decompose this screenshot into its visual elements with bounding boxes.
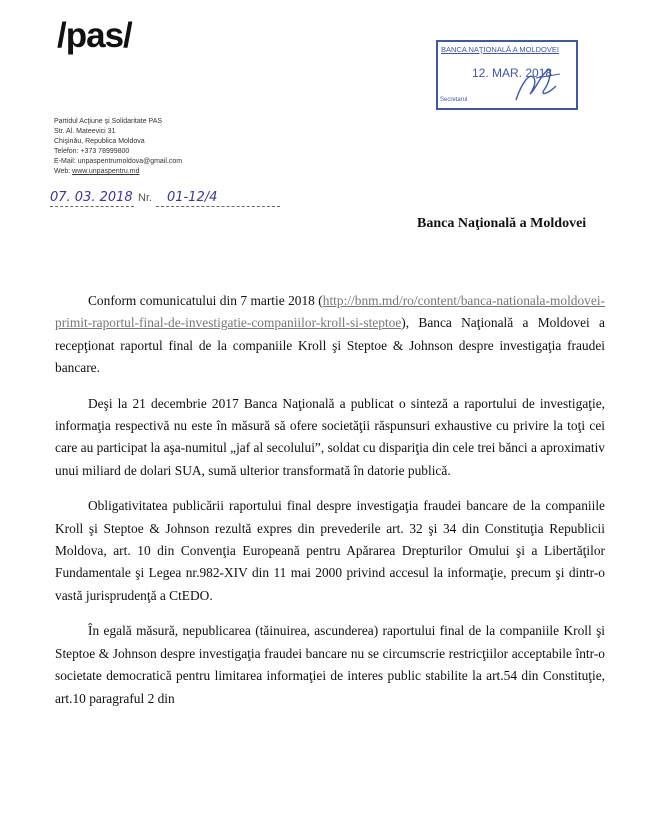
sender-street: Str. Al. Mateevici 31 — [54, 128, 116, 135]
recipient-heading: Banca Naţională a Moldovei — [417, 216, 587, 231]
date-underline — [50, 206, 134, 207]
sender-web-label: Web: — [54, 168, 71, 175]
sender-city: Chişinău, Republica Moldova — [54, 138, 145, 145]
stamp-bank-name: BANCA NAŢIONALĂ A MOLDOVEI — [441, 45, 559, 54]
sender-address-block — [54, 117, 182, 177]
sender-web-link[interactable]: www.unpaspentru.md — [72, 168, 140, 175]
bnm-link[interactable]: http://bnm.md/ro/content/banca-nationala-moldovei-primit-raportul-final-de-investigatie-companiilor-kroll-si-steptoe — [55, 293, 605, 331]
paragraph-1-rest: ), Banca Naţională a Moldovei a recepţionat raportul final de la companiile Kroll şi Steptoe & Johnson despre investigaţia fraudei bancare. — [55, 315, 605, 376]
stamp-secretary-label: Secretarul — [440, 97, 468, 103]
paragraph-4: În egală măsură, nepublicarea (tăinuirea, ascunderea) raportului final de la companiile Kroll şi Steptoe & Johnson despre investigaţia fraudei bancare nu se circumscrie restricţiilor acceptabile într-o societate democratică pentru limitarea informaţiei de interes public stabilite la art.54 din Constituţie, art.10 paragraful 2 din — [55, 623, 605, 706]
sender-web — [54, 167, 182, 177]
paragraph-1-text: Conform comunicatului din 7 martie 2018 ( — [88, 293, 323, 308]
number-underline — [156, 206, 280, 207]
registration-number: 01-12/4 — [167, 190, 218, 205]
stamp-date: 12. MAR. 2018 — [472, 66, 553, 80]
pas-logo: /pas/ — [57, 16, 132, 55]
paragraph-2: Deşi la 21 decembrie 2017 Banca Naţională a publicat o sinteză a raportului de investigaţie, informaţia respectivă nu este în măsură să ofere societăţii răspunsuri exhaustive cu privire la toţi cei care au participat la aşa-numitul „jaf al secolului”, soldat cu dispariţia din cele trei bănci a aproximativ unui miliard de dolari SUA, sumă ulterior transformată în datorie publică. — [55, 395, 605, 478]
paragraph-3: Obligativitatea publicării raportului final despre investigaţia fraudei bancare de la companiile Kroll şi Steptoe & Johnson rezultă expres din prevederile art. 32 şi 34 din Constituţia Republicii Moldova, art. 10 din Convenţia Europeană pentru Apărarea Drepturilor Omului şi a Libertăţilor Fundamentale şi Legea nr.982-XIV din 11 mai 2000 privind accesul la informaţie, precum şi dintr-o vastă jurisprudenţă a CtEDO. — [55, 498, 605, 603]
sender-name: Partidul Acţiune şi Solidaritate PAS — [54, 118, 163, 125]
stamp-signature-icon — [438, 42, 576, 108]
registration-date: 07. 03. 2018 — [50, 190, 133, 205]
sender-email: E-Mail: unpaspentrumoldova@gmail.com — [54, 158, 183, 165]
receipt-stamp — [436, 40, 578, 110]
registration-nr-label: Nr. — [138, 192, 153, 204]
letter-body — [55, 290, 605, 723]
sender-phone: Telefon: +373 78999800 — [54, 148, 130, 155]
paragraph-1 — [55, 290, 605, 380]
